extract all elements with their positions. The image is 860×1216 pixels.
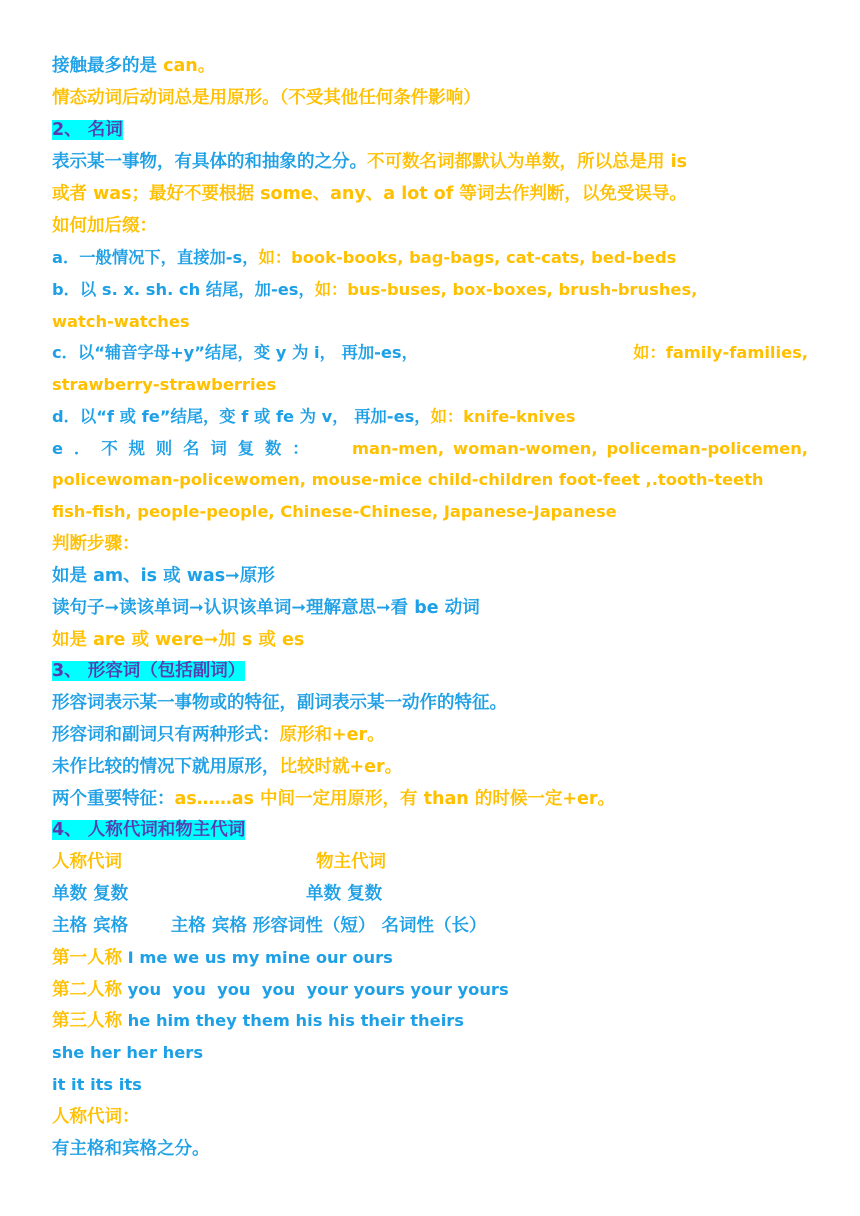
pronoun-row-3: 第三人称 he him they them his his their theirs <box>52 1011 464 1031</box>
rule-c-cont: strawberry-strawberries <box>52 375 277 394</box>
rule-e-cont-2: fish-fish, people-people, Chinese-Chinese, Japanese-Japanese <box>52 502 617 521</box>
rule-c: c．以“辅音字母+y”结尾，变 y 为 i， 再加-es， 如：family-families, <box>52 343 808 362</box>
adj-line-2: 形容词和副词只有两种形式：原形和+er。 <box>52 725 385 745</box>
suffix-title: 如何加后缀： <box>52 216 157 236</box>
rule-a: a．一般情况下，直接加-s，如：book-books, bag-bags, cat-cats, bed-beds <box>52 248 677 267</box>
step-3: 如是 are 或 were➞加 s 或 es <box>52 630 305 650</box>
intro-keyword: can。 <box>157 56 216 76</box>
intro-line-2: 情态动词后动词总是用原形。（不受其他任何条件影响） <box>52 88 481 108</box>
pronoun-col-headers: 人称代词 物主代词 <box>52 852 386 872</box>
section-4-heading: 4、 人称代词和物主代词 <box>52 820 246 840</box>
pronoun-extra-1: she her her hers <box>52 1043 204 1062</box>
rule-e-cont-1: policewoman-policewomen, mouse-mice child-children foot-feet ,.tooth-teeth <box>52 470 764 489</box>
pronoun-number-headers: 单数 复数 单数 复数 <box>52 884 383 904</box>
rule-d: d．以“f 或 fe”结尾，变 f 或 fe 为 v， 再加-es，如：knife-knives <box>52 407 576 426</box>
rule-b-cont: watch-watches <box>52 312 190 331</box>
intro-line-1 <box>52 54 215 78</box>
section-3-heading: 3、 形容词（包括副词） <box>52 661 246 681</box>
pronoun-case-headers: 主格 宾格 主格 宾格 形容词性（短） 名词性（长） <box>52 916 487 936</box>
pronoun-title: 人称代词： <box>52 1107 140 1127</box>
steps-title: 判断步骤： <box>52 534 140 554</box>
section-2-heading: 2、 名词 <box>52 120 123 140</box>
step-1: 如是 am、is 或 was➞原形 <box>52 566 275 586</box>
adj-line-4: 两个重要特征：as……as 中间一定用原形，有 than 的时候一定+er。 <box>52 789 615 809</box>
noun-desc-line-1: 表示某一事物，有具体的和抽象的之分。不可数名词都默认为单数，所以总是用 is <box>52 152 688 172</box>
adj-line-3: 未作比较的情况下就用原形，比较时就+er。 <box>52 757 403 777</box>
pronoun-row-2: 第二人称 you you you you your yours your yours <box>52 980 509 1000</box>
rule-e: e．不规则名词复数： man-men, woman-women, policeman-policemen, <box>52 439 808 458</box>
step-2: 读句子➞读该单词➞认识该单词➞理解意思➞看 be 动词 <box>52 598 480 618</box>
rule-b: b．以 s. x. sh. ch 结尾，加-es，如：bus-buses, box-boxes, brush-brushes, <box>52 280 698 299</box>
adj-line-1: 形容词表示某一事物或的特征，副词表示某一动作的特征。 <box>52 693 507 713</box>
intro-text: 接触最多的是 <box>52 56 157 76</box>
noun-desc-line-2: 或者 was；最好不要根据 some、any、a lot of 等词去作判断，以免受误导。 <box>52 184 687 204</box>
pronoun-row-1: 第一人称 I me we us my mine our ours <box>52 948 393 968</box>
pronoun-desc: 有主格和宾格之分。 <box>52 1139 210 1159</box>
pronoun-extra-2: it it its its <box>52 1075 142 1094</box>
